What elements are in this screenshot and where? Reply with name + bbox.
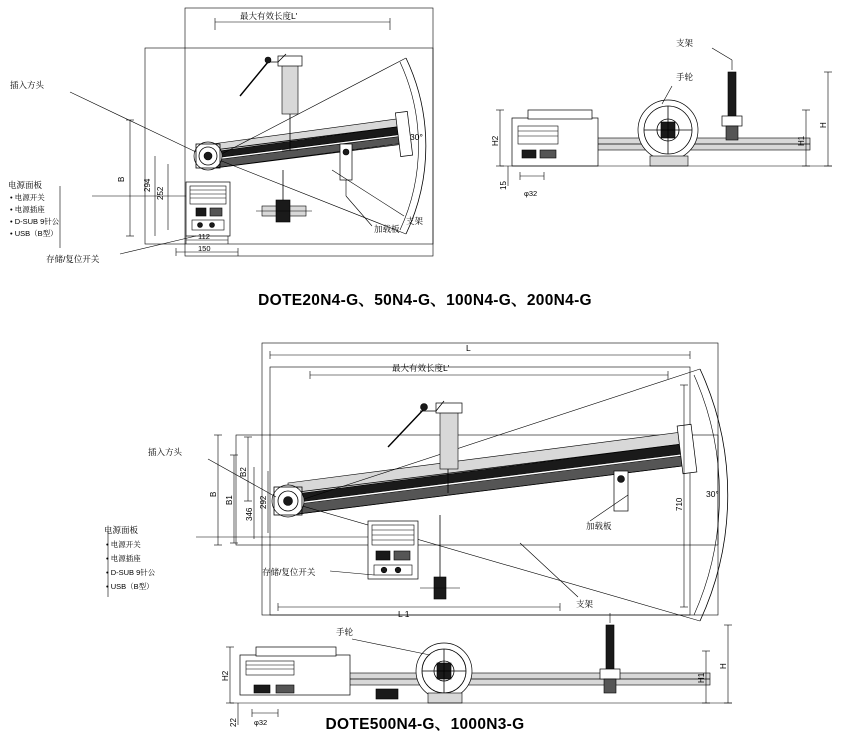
label-power-panel-bottom: 电源面板	[104, 525, 139, 535]
dim-710-bottom: 710	[675, 497, 684, 511]
label-L-bottom: L	[466, 343, 471, 353]
dim-B-bottom: B	[209, 491, 218, 497]
power-panel-item-1-bottom: • 电源插座	[106, 554, 141, 563]
power-panel-item-2-top: • D-SUB 9针公	[10, 217, 60, 226]
bottom-elevation	[240, 613, 710, 703]
dim-B-top: B	[117, 176, 126, 182]
label-bracket-top: 支架	[406, 216, 424, 226]
label-save-reset-bottom: 存储/复位开关	[262, 567, 316, 577]
dim-B1-bottom: B1	[225, 495, 234, 505]
label-max-effective-length-top: 最大有效长度L'	[240, 11, 298, 21]
label-save-reset-top: 存储/复位开关	[46, 254, 100, 264]
leader-insert-square-top	[70, 92, 196, 152]
power-panel-item-3-top: • USB（B型）	[10, 229, 58, 238]
dim-B2-bottom: B2	[239, 467, 248, 477]
figure-bottom	[0, 325, 850, 749]
power-panel-item-0-bottom: • 电源开关	[106, 540, 141, 549]
label-load-plate-top: 加载板	[374, 224, 400, 234]
leader-save-reset-top	[120, 236, 196, 254]
label-bracket-right-top: 支架	[676, 38, 694, 48]
dim-150-top: 150	[198, 244, 211, 253]
dim-294-top: 294	[143, 178, 152, 192]
bottom-dim-710	[680, 385, 688, 607]
top-control-box	[186, 182, 230, 236]
bottom-beam-assembly	[288, 424, 697, 515]
leader-bracket-bottom	[520, 543, 578, 597]
bottom-cross-slide	[420, 515, 460, 599]
dim-H2-top: H2	[491, 135, 500, 146]
dim-H-top: H	[819, 122, 828, 128]
label-angle-bottom: 30°	[706, 489, 719, 499]
top-beam-assembly	[212, 111, 413, 168]
label-max-effective-length-bottom: 最大有效长度L'	[392, 363, 450, 373]
leader-save-reset-bottom	[330, 571, 374, 575]
bottom-left-dims	[214, 435, 268, 545]
power-panel-item-1-top: • 电源插座	[10, 205, 45, 214]
caption-bottom: DOTE500N4-G、1000N3-G	[325, 716, 525, 733]
label-insert-square-top: 插入方头	[10, 80, 45, 90]
top-power-panel-leader	[60, 186, 186, 248]
bottom-swing-arc	[292, 369, 728, 621]
label-phi32-top: φ32	[524, 189, 538, 198]
dim-15-top: 15	[499, 181, 508, 190]
label-L1-bottom: L 1	[398, 609, 410, 619]
dim-346-bottom: 346	[245, 507, 254, 521]
dim-112-top: 112	[198, 232, 210, 241]
top-dim-vertical	[126, 120, 168, 236]
label-power-panel-top: 电源面板	[8, 180, 43, 190]
figure-top	[0, 0, 850, 320]
top-pivot-hub	[194, 142, 222, 170]
caption-top: DOTE20N4-G、50N4-G、100N4-G、200N4-G	[258, 292, 592, 309]
dim-H1-bottom: H1	[697, 672, 706, 683]
bottom-load-plate	[590, 471, 628, 521]
label-bracket-bottom: 支架	[576, 599, 594, 609]
dim-H2-bottom: H2	[221, 670, 230, 681]
dim-292-bottom: 292	[259, 495, 268, 509]
dim-H-bottom: H	[719, 663, 728, 669]
label-handwheel-top: 手轮	[676, 72, 694, 82]
bottom-control-box	[368, 521, 418, 579]
bottom-pivot-hub	[272, 485, 304, 517]
power-panel-item-3-bottom: • USB（B型）	[106, 582, 154, 591]
leader-handwheel-bottom	[352, 639, 430, 655]
power-panel-item-0-top: • 电源开关	[10, 193, 45, 202]
label-load-plate-bottom: 加载板	[586, 521, 612, 531]
label-angle-top: 30°	[410, 132, 423, 142]
label-insert-square-bottom: 插入方头	[148, 447, 183, 457]
dim-H1-top: H1	[797, 135, 806, 146]
dim-252-top: 252	[156, 186, 165, 200]
power-panel-item-2-bottom: • D-SUB 9针公	[106, 568, 156, 577]
label-handwheel-bottom: 手轮	[336, 627, 354, 637]
label-phi32-bottom: φ32	[254, 718, 268, 727]
dim-22-bottom: 22	[229, 718, 238, 727]
top-right-elevation	[512, 48, 810, 166]
